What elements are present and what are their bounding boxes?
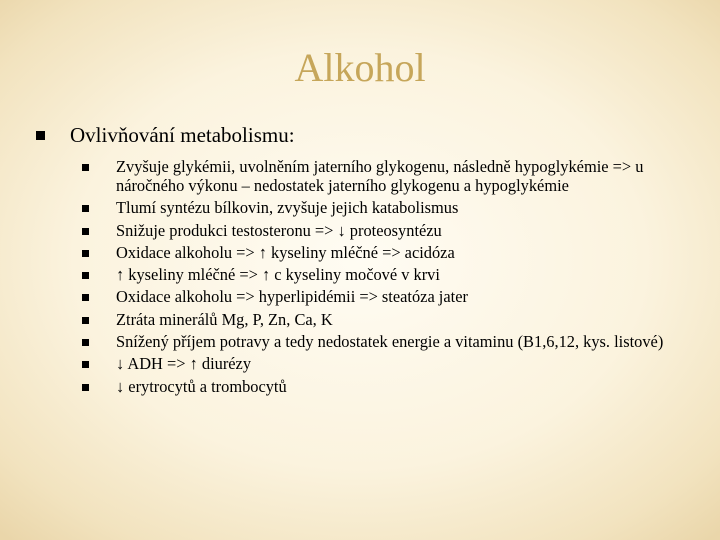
list-item bbox=[82, 287, 682, 306]
list-item bbox=[82, 310, 682, 329]
list-item-text: Snižuje produkci testosteronu => ↓ proteosyntézu bbox=[116, 220, 442, 240]
list-item bbox=[82, 354, 682, 373]
list-item bbox=[82, 221, 682, 240]
list-item-text: Oxidace alkoholu => hyperlipidémii => steatóza jater bbox=[116, 287, 468, 307]
square-bullet-icon bbox=[82, 272, 89, 279]
square-bullet-icon bbox=[82, 339, 89, 346]
square-bullet-icon bbox=[36, 131, 45, 140]
list-item-text: Ztráta minerálů Mg, P, Zn, Ca, K bbox=[116, 309, 333, 329]
list-item-text: Snížený příjem potravy a tedy nedostatek energie a vitaminu (B1,6,12, kys. listové) bbox=[116, 332, 664, 352]
section-heading: Ovlivňování metabolismu: bbox=[70, 123, 295, 147]
square-bullet-icon bbox=[82, 294, 89, 301]
square-bullet-icon bbox=[82, 228, 89, 235]
list-item bbox=[82, 157, 682, 195]
list-item-text: Oxidace alkoholu => ↑ kyseliny mléčné => acidóza bbox=[116, 242, 455, 262]
list-item-text: ↓ erytrocytů a trombocytů bbox=[116, 376, 287, 396]
heading-row bbox=[36, 120, 295, 150]
list-item-text: ↑ kyseliny mléčné => ↑ c kyseliny močové v krvi bbox=[116, 265, 440, 285]
square-bullet-icon bbox=[82, 164, 89, 171]
bullet-list bbox=[82, 157, 682, 399]
list-item-text: ↓ ADH => ↑ diurézy bbox=[116, 354, 252, 374]
list-item-text: Zvyšuje glykémii, uvolněním jaterního glykogenu, následně hypoglykémie => u náročného výkonu – nedostatek jaterního glykogenu a hypoglykémie bbox=[116, 157, 644, 195]
square-bullet-icon bbox=[82, 361, 89, 368]
list-item bbox=[82, 243, 682, 262]
list-item bbox=[82, 332, 682, 351]
list-item bbox=[82, 265, 682, 284]
square-bullet-icon bbox=[82, 250, 89, 257]
square-bullet-icon bbox=[82, 205, 89, 212]
square-bullet-icon bbox=[82, 317, 89, 324]
slide-title: Alkohol bbox=[294, 45, 426, 90]
list-item-text: Tlumí syntézu bílkovin, zvyšuje jejich katabolismus bbox=[116, 198, 459, 218]
square-bullet-icon bbox=[82, 384, 89, 391]
list-item bbox=[82, 377, 682, 396]
list-item bbox=[82, 198, 682, 217]
